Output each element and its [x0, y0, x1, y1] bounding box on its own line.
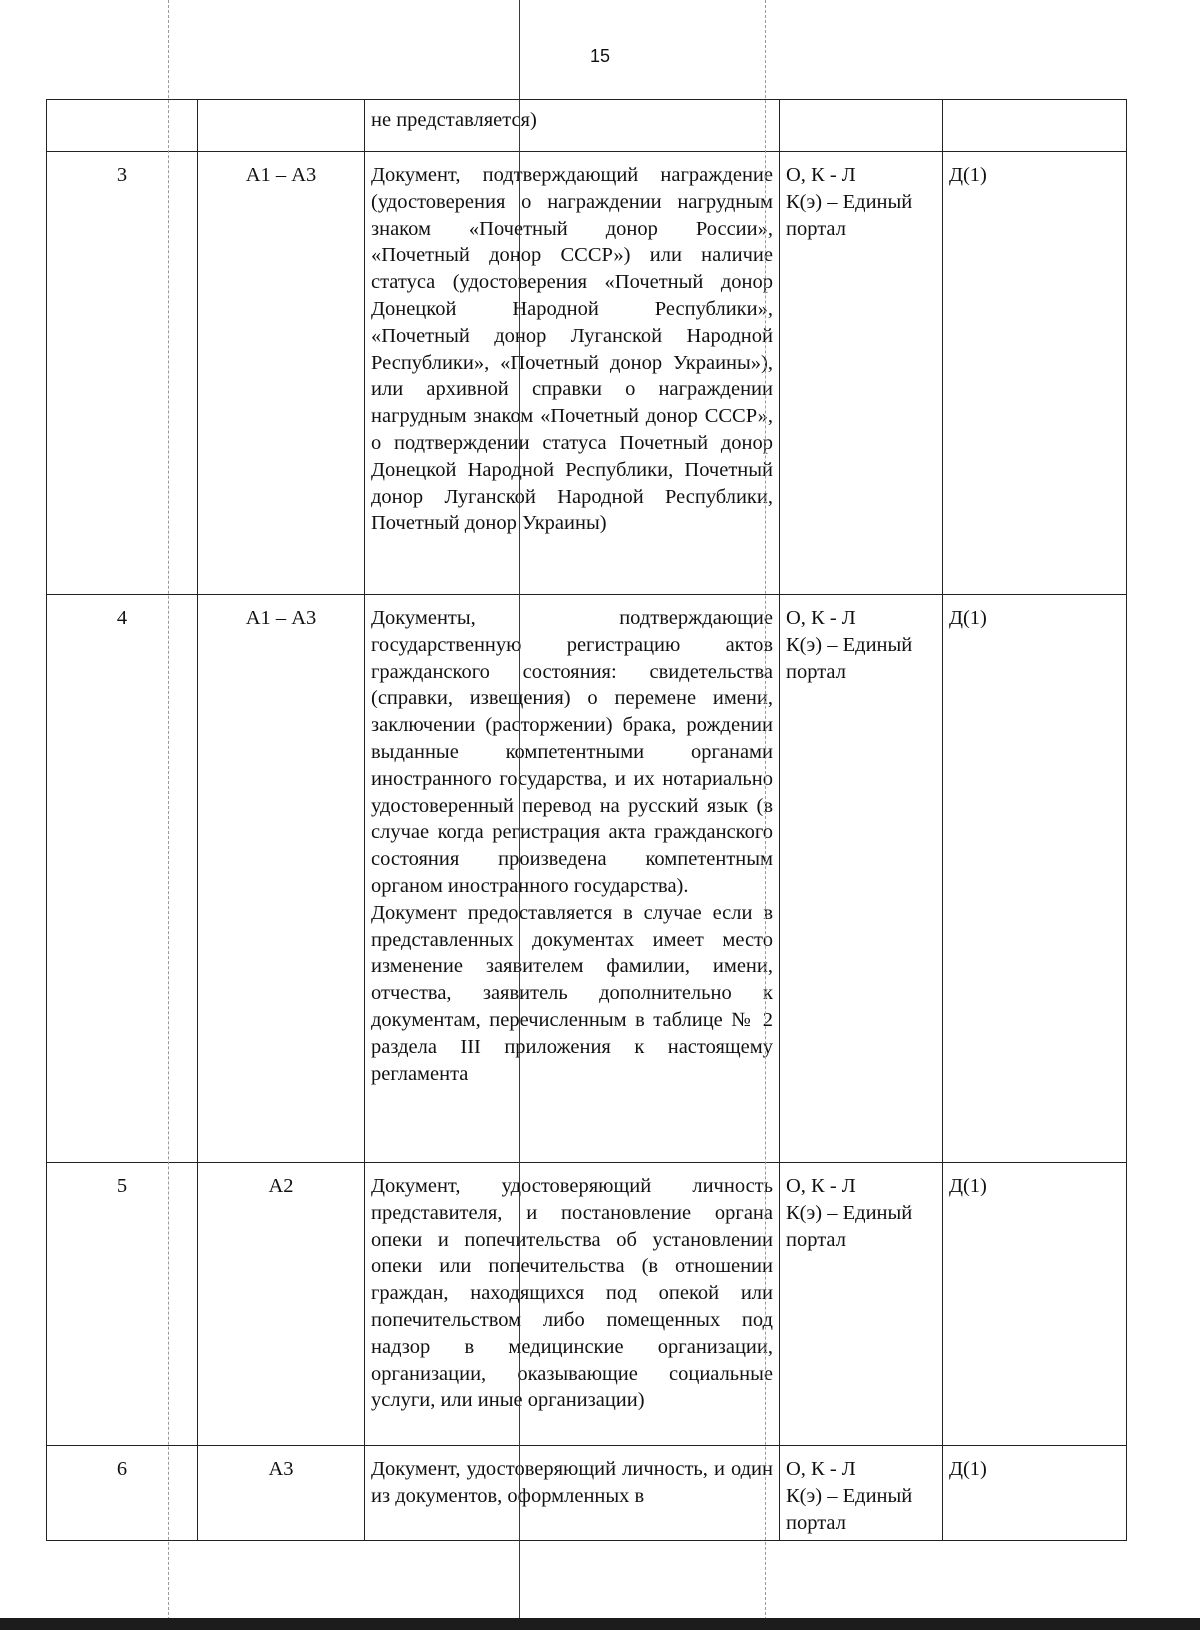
row-number-cell: 3 [47, 152, 198, 595]
description-paragraph: Документ, удостоверяющий личность представителя, и постановление органа опеки и попечительства об установлении опеки или попечительства (в отношении граждан, находящихся под опекой или попечительством либо помещенных под надзор в медицинские организации, организации, оказывающие социальные услуги, или иные организации) [371, 1175, 773, 1412]
description-paragraph: Документы, подтверждающие государственную регистрацию актов гражданского состояния: свидетельства (справки, извещения) о перемене имени, заключении (расторжении) брака, рождении выданные компетентными органами иностранного государства, и их нотариально удостоверенный перевод на русский язык (в случае когда регистрация акта гражданского состояния произведена компетентным органом иностранного государства). [371, 607, 773, 897]
scan-artifact-line [168, 0, 169, 1630]
table-row [47, 1446, 1127, 1541]
submission-method-cell [780, 595, 943, 1163]
applicant-category-cell: А3 [198, 1446, 365, 1541]
submission-method-line: К(э) – Единый [786, 633, 913, 656]
submission-method-line: О, К - Л [786, 1175, 856, 1197]
document-description-cell [365, 100, 780, 152]
applicant-category-cell [198, 100, 365, 152]
scan-bottom-edge [0, 1618, 1200, 1630]
submission-method-line: портал [786, 1511, 846, 1534]
description-paragraph: Документ предоставляется в случае если в представленных документах имеет место изменение заявителем фамилии, имени, отчества, заявитель дополнительно к документам, перечисленным в таблице № 2 раздела III приложения к настоящему регламента [371, 901, 773, 1085]
applicant-category-cell: А1 – А3 [198, 152, 365, 595]
row-number-cell [47, 100, 198, 152]
submission-method-line: К(э) – Единый [786, 190, 913, 213]
submission-method-line: О, К - Л [786, 1458, 856, 1480]
table-row [47, 595, 1127, 1163]
submission-method-cell [780, 152, 943, 595]
scan-fold-line [519, 0, 520, 1630]
submission-method-cell [780, 100, 943, 152]
table-row [47, 100, 1127, 152]
submission-method-line: портал [786, 1228, 846, 1251]
document-description-cell [365, 595, 780, 1163]
submission-method-line: портал [786, 217, 846, 240]
submission-method-cell [780, 1446, 943, 1541]
table-row [47, 152, 1127, 595]
submission-method-line: К(э) – Единый [786, 1201, 913, 1224]
applicant-category-cell: А2 [198, 1163, 365, 1446]
row-number-cell: 5 [47, 1163, 198, 1446]
submission-method-line: О, К - Л [786, 164, 856, 186]
requirement-cell [943, 100, 1127, 152]
documents-table [46, 99, 1127, 1541]
submission-method-line: О, К - Л [786, 607, 856, 629]
scan-artifact-line [765, 0, 766, 1630]
description-paragraph: Документ, удостоверяющий личность, и один из документов, оформленных в [371, 1458, 773, 1507]
applicant-category-cell: А1 – А3 [198, 595, 365, 1163]
description-paragraph: не представляется) [371, 109, 537, 131]
row-number-cell: 6 [47, 1446, 198, 1541]
requirement-cell: Д(1) [943, 595, 1127, 1163]
description-paragraph: Документ, подтверждающий награждение (удостоверения о награждении нагрудным знаком «Почетный донор России», «Почетный донор СССР») или наличие статуса (удостоверения «Почетный донор Донецкой Народной Республики», «Почетный донор Луганской Народной Республики», «Почетный донор Украины»), или архивной справки о награждении нагрудным знаком «Почетный донор СССР», о подтверждении статуса Почетный донор Донецкой Народной Республики, Почетный донор Луганской Народной Республики, Почетный донор Украины) [371, 164, 773, 535]
requirement-cell: Д(1) [943, 1163, 1127, 1446]
table-row [47, 1163, 1127, 1446]
document-description-cell [365, 1163, 780, 1446]
document-description-cell [365, 1446, 780, 1541]
row-number-cell: 4 [47, 595, 198, 1163]
submission-method-line: К(э) – Единый [786, 1484, 913, 1507]
page-number: 15 [589, 46, 611, 66]
submission-method-line: портал [786, 660, 846, 683]
submission-method-cell [780, 1163, 943, 1446]
requirement-cell: Д(1) [943, 152, 1127, 595]
document-description-cell [365, 152, 780, 595]
requirement-cell: Д(1) [943, 1446, 1127, 1541]
